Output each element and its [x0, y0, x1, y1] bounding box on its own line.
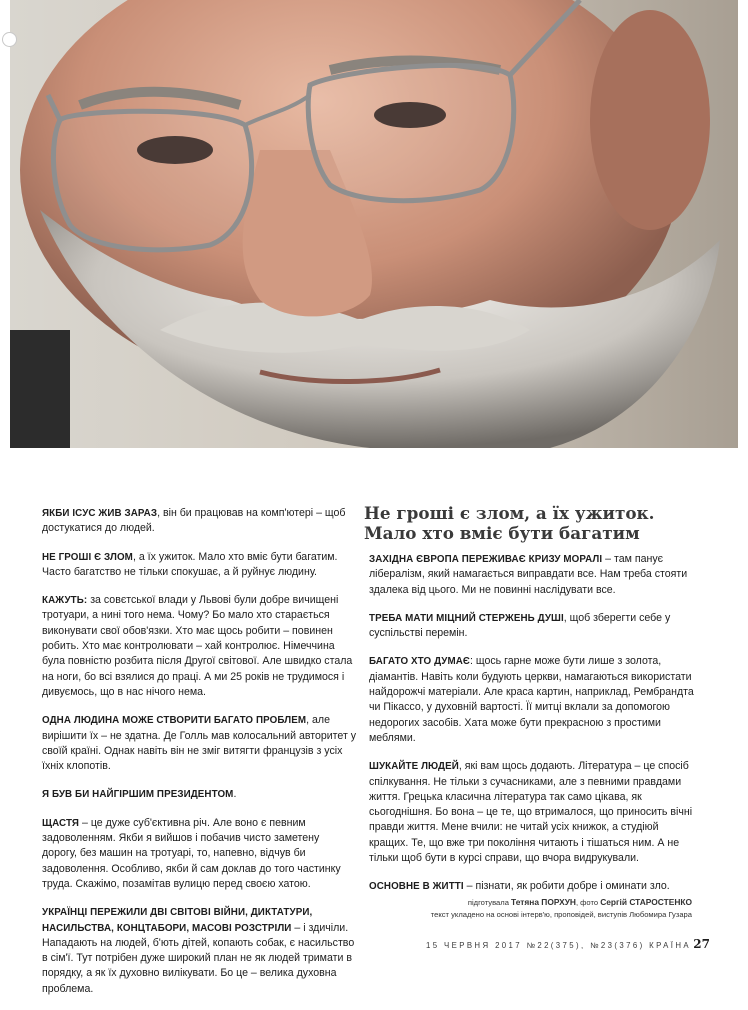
- quote-paragraph: [369, 611, 699, 642]
- source-line: текст укладено на основі інтерв'ю, проповідей, виступів Любомира Гузара: [430, 910, 692, 919]
- paragraph-lead: ШУКАЙТЕ ЛЮДЕЙ: [369, 761, 459, 773]
- paragraph-text: – там панує лібералізм, який намагається виправдати все. Нам треба стояти здалека від цього. Ми не повинні наслідувати все.: [369, 553, 688, 596]
- paragraph-text: – і здичіли. Нападають на людей, б'ють дітей, копають собак, є насильство в сім'ї. Тут потрібен дуже широкий план не як людей тримати в порядку, а як їх духовно вилікувати. Бо це – велика духовна проблема.: [42, 921, 355, 995]
- credits: [431, 896, 692, 921]
- portrait-illustration: [10, 0, 738, 448]
- photographer-name: Сергій СТАРОСТЕНКО: [600, 897, 692, 907]
- paragraph-lead: ЗАХІДНА ЄВРОПА ПЕРЕЖИВАЄ КРИЗУ МОРАЛІ: [369, 554, 603, 565]
- paragraph-lead: НЕ ГРОШІ Є ЗЛОМ: [42, 551, 133, 563]
- quote-paragraph: [369, 654, 699, 746]
- paragraph-text: – пізнати, як робити добре і оминати зло.: [463, 880, 670, 893]
- prepared-prefix: підготувала: [467, 898, 512, 907]
- credits-line: [431, 896, 692, 909]
- quote-paragraph: [42, 816, 357, 892]
- paragraph-lead: ОСНОВНЕ В ЖИТТІ: [369, 881, 464, 893]
- photo-prefix: , фото: [575, 898, 601, 907]
- paragraph-lead: Я БУВ БИ НАЙГІРШИМ ПРЕЗИДЕНТОМ: [42, 789, 234, 801]
- issue-footer: 15 ЧЕРВНЯ 2017 №22(375), №23(376) КРАЇНА: [426, 941, 691, 950]
- quote-paragraph: [42, 593, 357, 700]
- right-column: [369, 552, 699, 908]
- paragraph-text: , щоб зберегти себе у суспільстві перемін.: [369, 611, 671, 640]
- pull-quote-line-2: Мало хто вміє бути багатим: [364, 523, 640, 543]
- page-number: 27: [693, 937, 710, 951]
- quote-paragraph: [369, 759, 699, 866]
- paragraph-lead: КАЖУТЬ:: [42, 595, 88, 607]
- pull-quote-line-1: Не гроші є злом, а їх ужиток.: [364, 503, 655, 523]
- paragraph-text: , але вирішити їх – не здатна. Де Голль мав колосальний авторитет у своїй країні. Однак навіть він не зміг витягти французів з усіх їхніх клопотів.: [42, 714, 357, 773]
- paragraph-lead: ЯКБИ ІСУС ЖИВ ЗАРАЗ: [42, 508, 158, 519]
- portrait-photo: [10, 0, 738, 448]
- paragraph-text: , він би працював на комп'ютері – щоб достукатися до людей.: [42, 507, 346, 535]
- quote-paragraph: [42, 787, 357, 802]
- quote-paragraph: [42, 713, 357, 774]
- author-name: Тетяна ПОРХУН: [511, 897, 576, 907]
- paragraph-lead: ТРЕБА МАТИ МІЦНИЙ СТЕРЖЕНЬ ДУШІ: [369, 612, 564, 624]
- quote-paragraph: [369, 552, 699, 598]
- quote-paragraph: [42, 550, 357, 581]
- left-column: [42, 506, 357, 1010]
- paragraph-text: , які вам щось додають. Література – це спосіб спілкування. Не тільки з сучасниками, але з певними правдами життя. Грецька класична література так само цікава, як сьогоднішня. Бо вона – це те, що втрималося, що приносить вічні правди життя. Мене вчили: не читай усіх книжок, а студіюй кращих. Те, що вже три покоління читають і тішаться ним. А не тільки щоб бути в курсі справи, що вчора видрукували.: [369, 760, 693, 865]
- paragraph-text: за совєтської влади у Львові були добре вичищені тротуари, а нині того нема. Чому? Бо мало хто старається виконувати свої обов'язки. Хто має щось робити – повинен робить. Хто має контролювати – хай контролює. Німеччина була повністю розбита після Другої світової. Але швидко стала на ноги, бо всі взялися до праці. А ми 25 років не трудимося і дивуємось, що в нас нічого нема.: [42, 594, 353, 698]
- paragraph-lead: ЩАСТЯ: [42, 817, 80, 829]
- quote-paragraph: [42, 905, 357, 997]
- quote-paragraph: [369, 879, 699, 894]
- paragraph-lead: БАГАТО ХТО ДУМАЄ: [369, 656, 470, 668]
- binder-hole: [2, 32, 17, 47]
- paragraph-text: : щось гарне може бути лише з золота, діамантів. Навіть коли будують церкви, намагаються використати найдорожчі матеріали. Але краса картин, наприклад, Рембрандта чи Пікассо, у духовній вартості. Її митці вклали за допомогою недорогих засобів. Хата може бути прекрасною з простими меблями.: [369, 655, 694, 744]
- pull-quote: [364, 503, 704, 543]
- paragraph-text: .: [233, 788, 237, 801]
- paragraph-text: , а їх ужиток. Мало хто вміє бути багатим. Часто багатство не тільки спокушає, а й руйнує людину.: [42, 550, 338, 578]
- paragraph-text: – це дуже суб'єктивна річ. Але воно є певним задоволенням. Якби я вийшов і побачив чисто заметену дорогу, без машин на тротуарі, то, напевно, відчув би задоволення. Особливо, якби й сам доклав до того частинку труда. Скажімо, позамітав вулицю перед своєю хатою.: [42, 816, 341, 890]
- paragraph-lead: ОДНА ЛЮДИНА МОЖЕ СТВОРИТИ БАГАТО ПРОБЛЕМ: [42, 715, 307, 727]
- paragraph-lead: УКРАЇНЦІ ПЕРЕЖИЛИ ДВІ СВІТОВІ ВІЙНИ, ДИКТАТУРИ, НАСИЛЬСТВА, КОНЦТАБОРИ, МАСОВІ РОЗСТРІЛИ: [42, 907, 313, 934]
- quote-paragraph: [42, 506, 357, 537]
